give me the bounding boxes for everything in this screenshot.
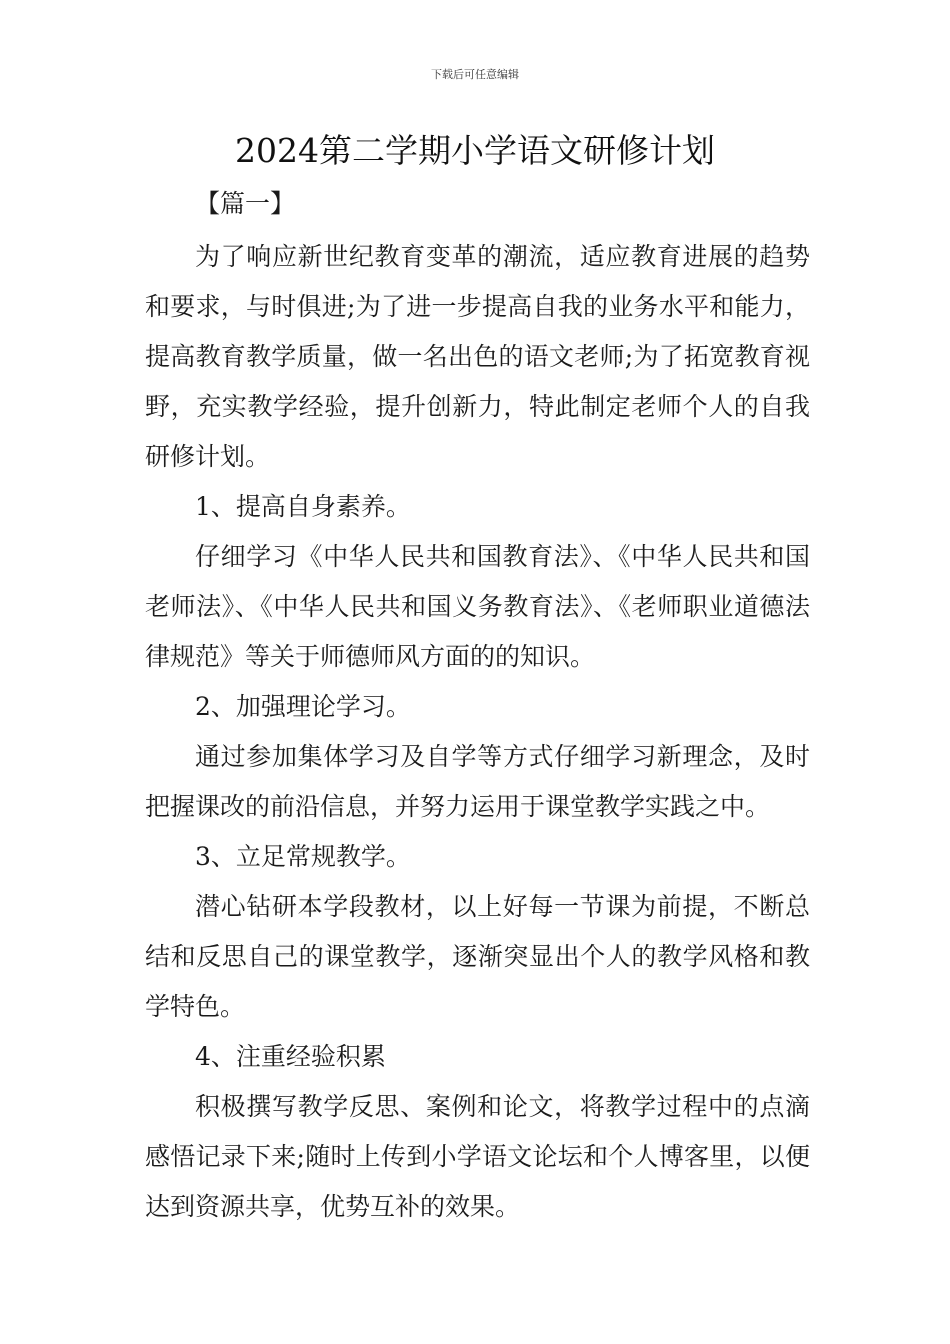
section-tag: 【篇一】 — [195, 189, 296, 218]
item-heading-3: 3、立足常规教学。 — [195, 842, 411, 871]
document-title: 2024第二学期小学语文研修计划 — [235, 131, 715, 170]
item-body-4: 积极撰写教学反思、案例和论文，将教学过程中的点滴感悟记录下来;随时上传到小学语文论坛和个人博客里，以便达到资源共享，优势互补的效果。 — [145, 1092, 810, 1221]
item-body-2: 通过参加集体学习及自学等方式仔细学习新理念，及时把握课改的前沿信息，并努力运用于课堂教学实践之中。 — [145, 742, 810, 821]
document-body — [145, 184, 810, 1232]
intro-paragraph: 为了响应新世纪教育变革的潮流，适应教育进展的趋势和要求，与时俱进;为了进一步提高自我的业务水平和能力，提高教育教学质量，做一名出色的语文老师;为了拓宽教育视野，充实教学经验，提升创新力，特此制定老师个人的自我研修计划。 — [145, 242, 810, 471]
item-body-1: 仔细学习《中华人民共和国教育法》、《中华人民共和国老师法》、《中华人民共和国义务教育法》、《老师职业道德法律规范》等关于师德师风方面的的知识。 — [145, 542, 810, 671]
item-heading-2: 2、加强理论学习。 — [195, 692, 411, 721]
header-note: 下载后可任意编辑 — [431, 68, 519, 81]
item-heading-4: 4、注重经验积累 — [195, 1042, 386, 1071]
item-heading-1: 1、提高自身素养。 — [195, 492, 411, 521]
item-body-3: 潜心钻研本学段教材，以上好每一节课为前提，不断总结和反思自己的课堂教学，逐渐突显出个人的教学风格和教学特色。 — [145, 892, 810, 1021]
